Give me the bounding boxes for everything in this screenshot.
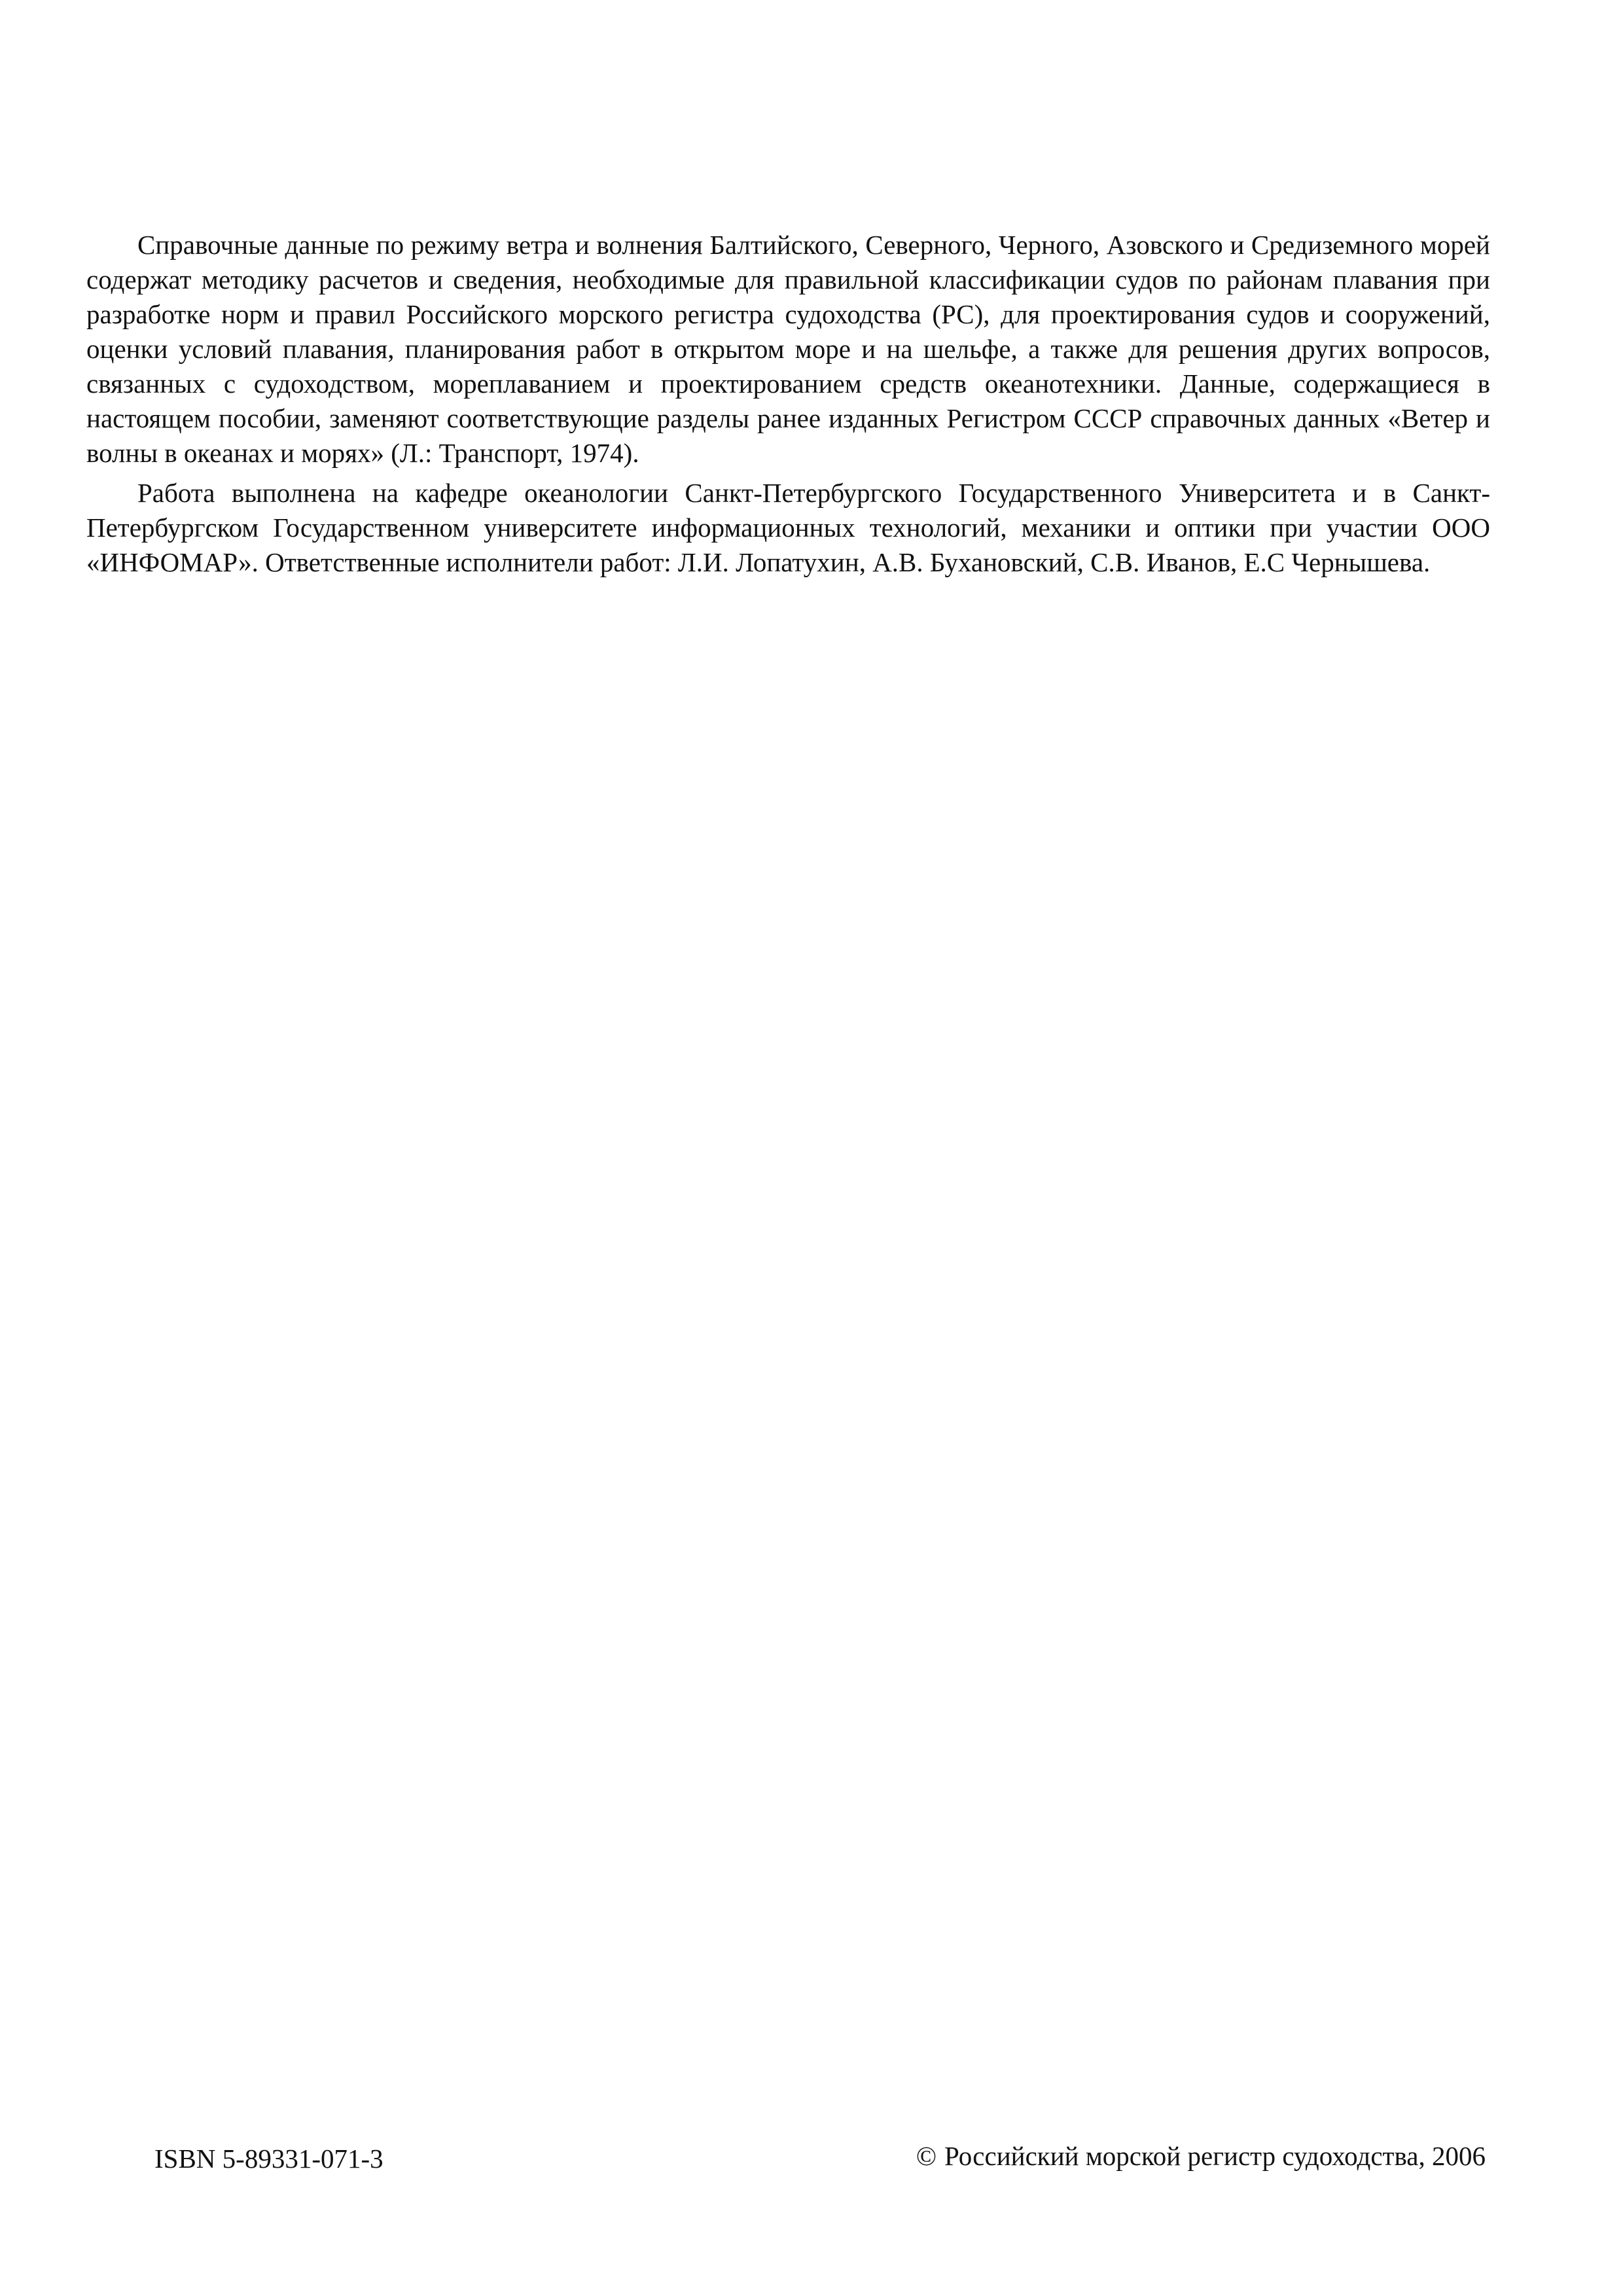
- copyright-icon: ©: [916, 2141, 936, 2171]
- isbn-number: ISBN 5-89331-071-3: [154, 2144, 383, 2174]
- copyright-notice: [916, 2139, 1486, 2174]
- paragraph-authors: Работа выполнена на кафедре океанологии Санкт-Петербургского Государственного Университета и в Санкт-Петербургском Государственном университете информационных технологий, механики и оптики при участии ООО «ИНФОМАР». Ответственные исполнители работ: Л.И. Лопатухин, А.В. Бухановский, С.В. Иванов, Е.С Чернышева.: [86, 478, 1490, 577]
- copyright-text: Российский морской регистр судоходства, 2006: [944, 2141, 1486, 2171]
- paragraph-reference-data: Справочные данные по режиму ветра и волнения Балтийского, Северного, Черного, Азовского и Средиземного морей содержат методику расчетов и сведения, необходимые для правильной классификации судов по районам плавания при разработке норм и правил Российского морского регистра судоходства (РС), для проектирования судов и сооружений, оценки условий плавания, планирования работ в открытом море и на шельфе, а также для решения других вопросов, связанных с судоходством, мореплаванием и проектированием средств океанотехники. Данные, содержащиеся в настоящем пособии, заменяют соответствующие разделы ранее изданных Регистром СССР справочных данных «Ветер и волны в океанах и морях» (Л.: Транспорт, 1974).: [86, 230, 1490, 468]
- body-text: [86, 228, 1490, 580]
